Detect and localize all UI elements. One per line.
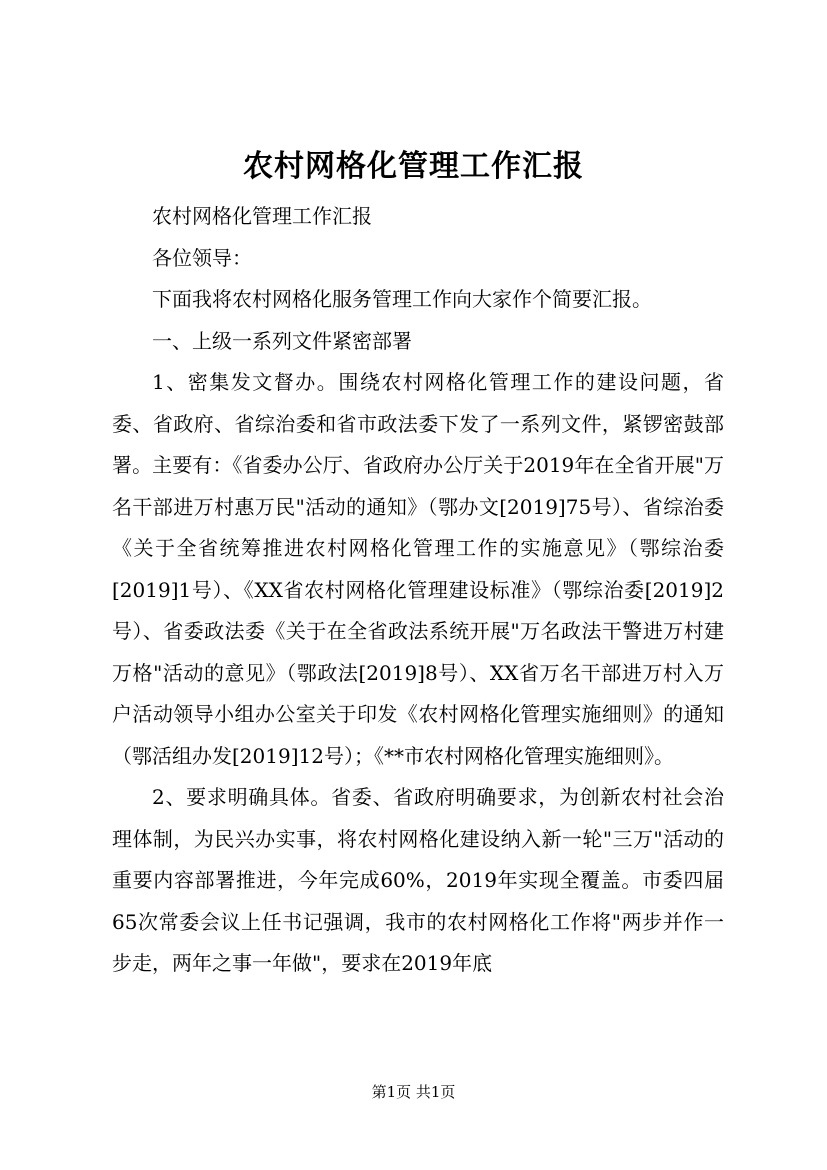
document-title: 农村网格化管理工作汇报 [243, 149, 584, 184]
section-heading-1: 一、上级一系列文件紧密部署 [152, 328, 412, 353]
paragraph-item-2: 2、要求明确具体。省委、省政府明确要求，为创新农村社会治理体制，为民兴办实事，将农村网格化建设纳入新一轮"三万"活动的重要内容部署推进，今年完成60%，2019年实现全覆盖。市委四届65次常委会议上任书记强调，我市的农村网格化工作将"两步并作一步走，两年之事一年做"，要求在2019年底 [112, 785, 724, 975]
page-footer: 第1页 共1页 [371, 1083, 456, 1101]
paragraph-salutation: 各位领导： [152, 245, 252, 270]
paragraph-intro: 下面我将农村网格化服务管理工作向大家作个简要汇报。 [152, 287, 652, 311]
document-body [112, 196, 724, 985]
paragraph-item-1: 1、密集发文督办。围绕农村网格化管理工作的建设问题，省委、省政府、省综治委和省市政法委下发了一系列文件，紧锣密鼓部署。主要有：《省委办公厅、省政府办公厅关于2019年在全省开展"万名干部进万村惠万民"活动的通知》（鄂办文[2019]75号）、省综治委《关于全省统筹推进农村网格化管理工作的实施意见》（鄂综治委[2019]1号）、《XX省农村网格化管理建设标准》（鄂综治委[2019]2号）、省委政法委《关于在全省政法系统开展"万名政法干警进万村建万格"活动的意见》（鄂政法[2019]8号）、XX省万名干部进万村入万户活动领导小组办公室关于印发《农村网格化管理实施细则》的通知（鄂活组办发[2019]12号）；《**市农村网格化管理实施细则》。 [112, 370, 724, 768]
paragraph-subtitle: 农村网格化管理工作汇报 [152, 204, 372, 228]
